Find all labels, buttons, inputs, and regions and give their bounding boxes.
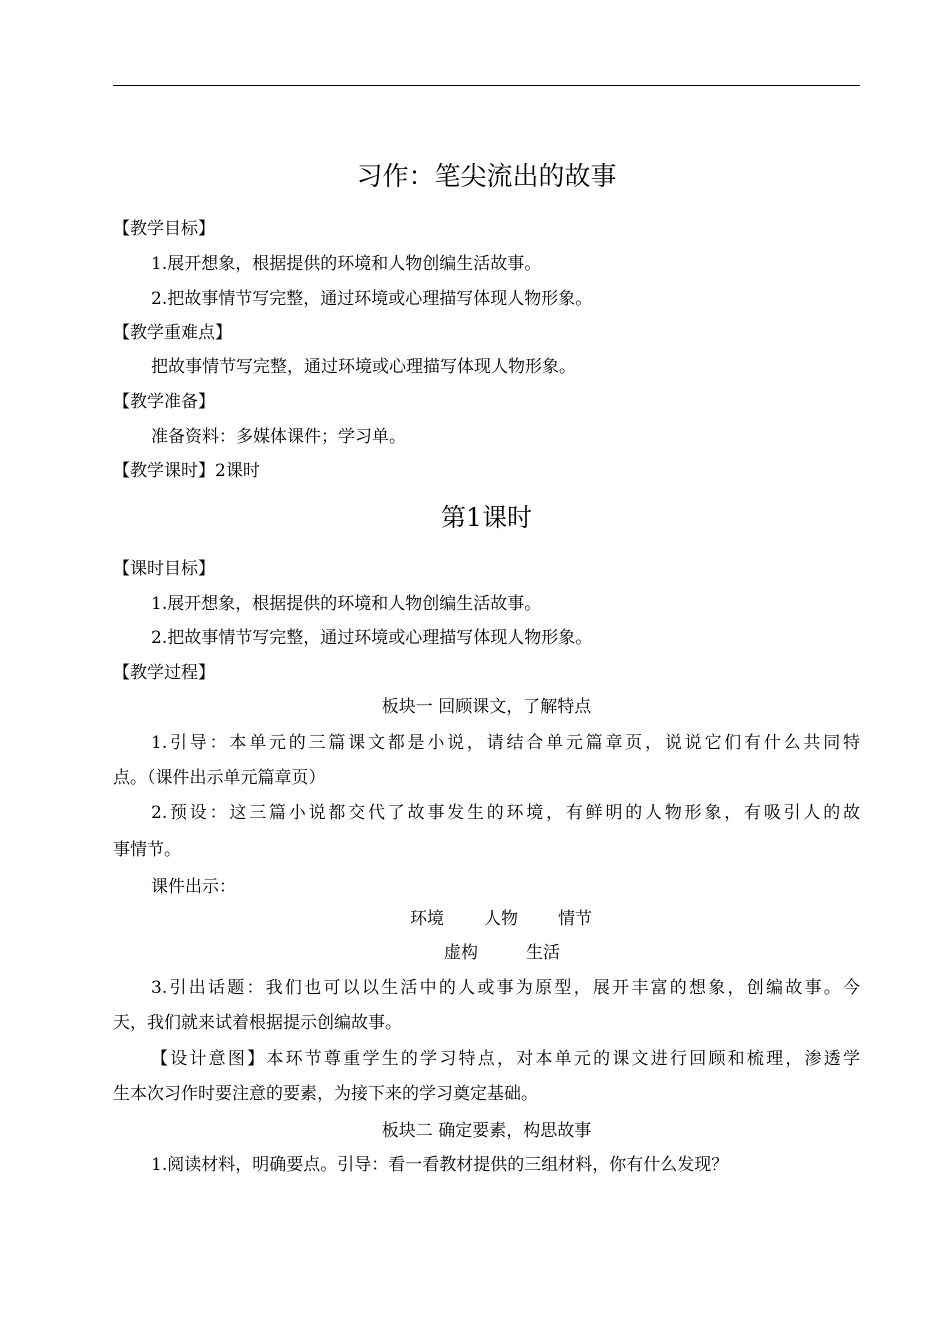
goal-item: 1.展开想象，根据提供的环境和人物创编生活故事。: [151, 254, 542, 274]
goals-heading: 【教学目标】: [113, 219, 215, 239]
lesson-goal-item: 2.把故事情节写完整，通过环境或心理描写体现人物形象。: [151, 628, 593, 648]
courseware-label: 课件出示：: [151, 877, 236, 897]
element-life: 生活: [526, 943, 560, 963]
element-environment: 环境: [410, 909, 444, 929]
paragraph-line: 事情节。: [113, 840, 181, 860]
block-title: 板块二 确定要素，构思故事: [381, 1121, 592, 1141]
design-intent-line: 生本次习作时要注意的要素，为接下来的学习奠定基础。: [113, 1084, 538, 1104]
design-intent-line: 【设计意图】本环节尊重学生的学习特点，对本单元的课文进行回顾和梳理，渗透学: [151, 1049, 860, 1069]
elements-row: [113, 943, 860, 963]
process-heading: 【教学过程】: [113, 663, 215, 683]
header-rule: [113, 85, 860, 86]
goal-item: 2.把故事情节写完整，通过环境或心理描写体现人物形象。: [151, 289, 593, 309]
preparation-text: 准备资料：多媒体课件；学习单。: [151, 427, 406, 447]
paragraph-line: 3.引出话题：我们也可以以生活中的人或事为原型，展开丰富的想象，创编故事。今: [151, 978, 860, 998]
paragraph-line: 天，我们就来试着根据提示创编故事。: [113, 1013, 402, 1033]
key-points-text: 把故事情节写完整，通过环境或心理描写体现人物形象。: [151, 357, 576, 377]
lesson-goal-item: 1.展开想象，根据提供的环境和人物创编生活故事。: [151, 594, 542, 614]
lesson-heading: 第1课时: [441, 503, 532, 532]
block-title: 板块一 回顾课文，了解特点: [381, 697, 592, 717]
element-fiction: 虚构: [444, 943, 478, 963]
paragraph-line: 1.引导：本单元的三篇课文都是小说，请结合单元篇章页，说说它们有什么共同特: [151, 733, 860, 753]
paragraph-line: 点。（课件出示单元篇章页）: [113, 768, 326, 788]
paragraph-line: 2.预设：这三篇小说都交代了故事发生的环境，有鲜明的人物形象，有吸引人的故: [151, 803, 860, 823]
paragraph-line: 1.阅读材料，明确要点。引导：看一看教材提供的三组材料，你有什么发现？: [151, 1155, 729, 1175]
lesson-goals-heading: 【课时目标】: [113, 559, 215, 579]
element-character: 人物: [484, 909, 518, 929]
element-plot: 情节: [558, 909, 592, 929]
elements-row: [113, 909, 860, 929]
class-hours-line: 【教学课时】2课时: [113, 461, 260, 481]
document-title: 习作：笔尖流出的故事: [356, 162, 617, 192]
key-points-heading: 【教学重难点】: [113, 323, 232, 343]
preparation-heading: 【教学准备】: [113, 392, 215, 412]
